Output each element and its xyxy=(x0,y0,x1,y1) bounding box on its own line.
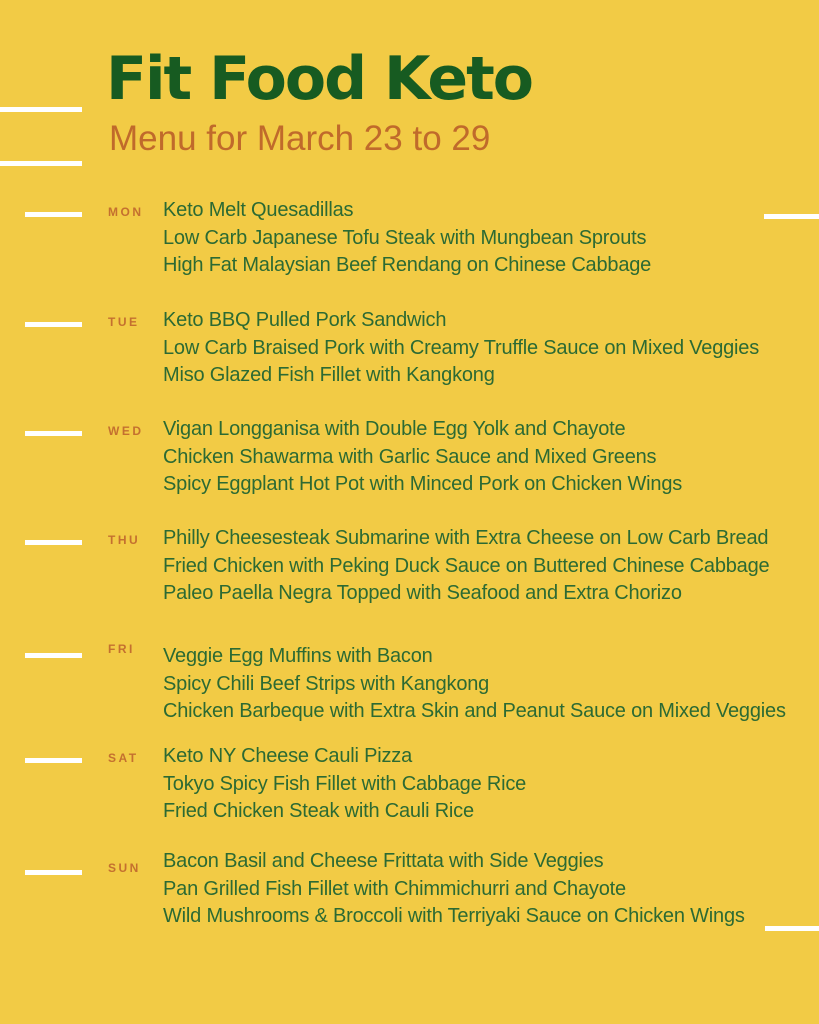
menu-item: Chicken Barbeque with Extra Skin and Peanut Sauce on Mixed Veggies xyxy=(163,700,786,722)
menu-item: Low Carb Japanese Tofu Steak with Mungbean Sprouts xyxy=(163,226,647,249)
page-title: Fit Food Keto xyxy=(106,44,532,114)
day-dash xyxy=(25,540,82,545)
menu-item: Low Carb Braised Pork with Creamy Truffle Sauce on Mixed Veggies xyxy=(163,336,760,359)
day-items xyxy=(163,307,803,390)
day-label-wed: WED xyxy=(108,424,144,438)
menu-item: Philly Cheesesteak Submarine with Extra Cheese on Low Carb Bread xyxy=(163,527,769,549)
menu-item: Spicy Chili Beef Strips with Kangkong xyxy=(163,672,490,695)
menu-item: Spicy Eggplant Hot Pot with Minced Pork on Chicken Wings xyxy=(163,473,683,495)
day-items xyxy=(163,643,803,726)
right-accent-line-bottom xyxy=(765,926,819,931)
day-label-thu: THU xyxy=(108,533,141,547)
day-dash xyxy=(25,758,82,763)
menu-item: Wild Mushrooms & Broccoli with Terriyaki Sauce on Chicken Wings xyxy=(163,905,745,927)
page-subtitle: Menu for March 23 to 29 xyxy=(109,119,491,158)
day-items xyxy=(163,743,803,826)
menu-item: Pan Grilled Fish Fillet with Chimmichurri and Chayote xyxy=(163,877,626,900)
day-label-sun: SUN xyxy=(108,861,141,875)
day-items xyxy=(163,416,803,499)
menu-item: High Fat Malaysian Beef Rendang on Chinese Cabbage xyxy=(163,254,652,276)
header-accent-line-2 xyxy=(0,161,82,166)
menu-item: Vigan Longganisa with Double Egg Yolk and Chayote xyxy=(163,418,626,440)
menu-item: Miso Glazed Fish Fillet with Kangkong xyxy=(163,364,495,386)
day-dash xyxy=(25,212,82,217)
menu-item: Keto BBQ Pulled Pork Sandwich xyxy=(163,309,447,331)
menu-item: Tokyo Spicy Fish Fillet with Cabbage Rice xyxy=(163,772,527,795)
menu-item: Keto NY Cheese Cauli Pizza xyxy=(163,745,413,767)
header-accent-line-1 xyxy=(0,107,82,112)
day-label-tue: TUE xyxy=(108,315,140,329)
day-dash xyxy=(25,653,82,658)
day-label-fri: FRI xyxy=(108,642,135,656)
menu-item: Chicken Shawarma with Garlic Sauce and Mixed Greens xyxy=(163,445,657,468)
day-items xyxy=(163,197,803,280)
menu-item: Keto Melt Quesadillas xyxy=(163,199,354,221)
day-dash xyxy=(25,431,82,436)
day-items xyxy=(163,525,803,608)
menu-item: Fried Chicken with Peking Duck Sauce on Buttered Chinese Cabbage xyxy=(163,554,770,577)
day-label-mon: MON xyxy=(108,205,144,219)
day-items xyxy=(163,848,803,931)
menu-item: Veggie Egg Muffins with Bacon xyxy=(163,645,433,667)
day-dash xyxy=(25,870,82,875)
day-label-sat: SAT xyxy=(108,751,139,765)
right-accent-line-top xyxy=(764,214,819,219)
menu-item: Paleo Paella Negra Topped with Seafood and Extra Chorizo xyxy=(163,582,682,604)
day-dash xyxy=(25,322,82,327)
menu-item: Fried Chicken Steak with Cauli Rice xyxy=(163,800,474,822)
menu-item: Bacon Basil and Cheese Frittata with Side Veggies xyxy=(163,850,604,872)
